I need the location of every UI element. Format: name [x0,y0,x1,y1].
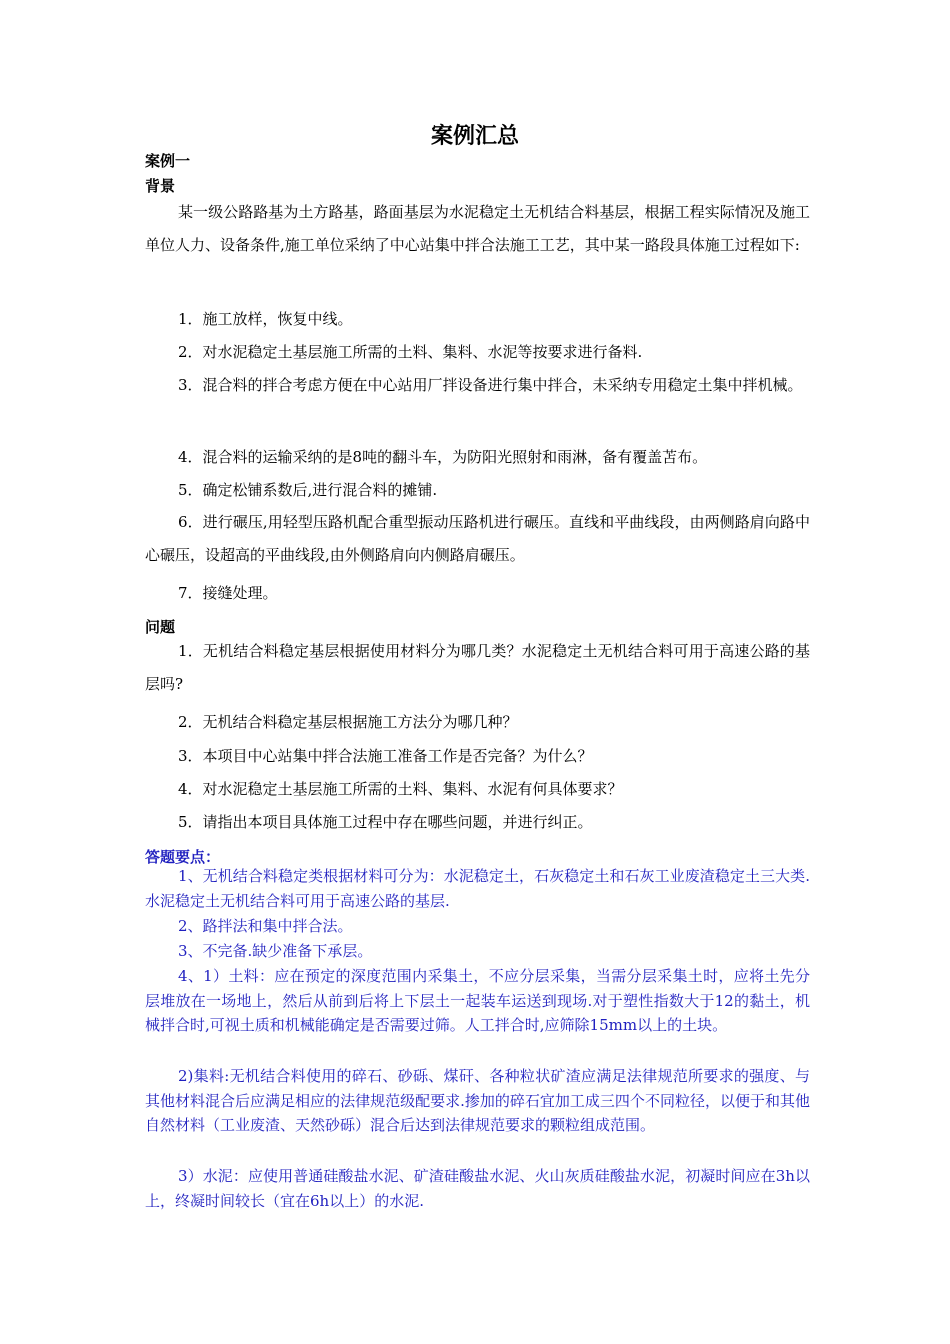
case-label: 案例一 [145,152,191,170]
answer-item: 2、路拌法和集中拌合法。 [178,917,353,935]
step-item: 6．进行碾压,用轻型压路机配合重型振动压路机进行碾压。直线和平曲线段，由两侧路肩向路中心碾压，设超高的平曲线段,由外侧路肩向内侧路肩碾压。 [145,513,810,564]
question-item: 3．本项目中心站集中拌合法施工准备工作是否完备？为什么？ [178,747,593,765]
answer-item: 4、1）土料：应在预定的深度范围内采集土，不应分层采集，当需分层采集土时，应将土先分层堆放在一场地上，然后从前到后将上下层土一起装车运送到现场.对于塑性指数大于12的黏土，机械拌合时,可视土质和机械能确定是否需要过筛。人工拌合时,应筛除15mm以上的土块。 [145,967,810,1034]
question-item: 1．无机结合料稳定基层根据使用材料分为哪几类？水泥稳定土无机结合料可用于高速公路的基层吗? [145,642,810,693]
question-item: 5．请指出本项目具体施工过程中存在哪些问题，并进行纠正。 [178,813,593,831]
step-item: 5．确定松铺系数后,进行混合料的摊铺. [178,481,438,499]
answers-label: 答题要点： [145,848,221,866]
background-paragraph: 某一级公路路基为土方路基，路面基层为水泥稳定土无机结合料基层，根据工程实际情况及施工单位人力、设备条件,施工单位采纳了中心站集中拌合法施工工艺，其中某一路段具体施工过程如下: [145,203,810,254]
answer-item: 3）水泥：应使用普通硅酸盐水泥、矿渣硅酸盐水泥、火山灰质硅酸盐水泥，初凝时间应在3h以上，终凝时间较长（宜在6h以上）的水泥. [145,1167,810,1210]
questions-label: 问题 [145,618,176,636]
answer-item: 1、无机结合料稳定类根据材料可分为：水泥稳定土，石灰稳定土和石灰工业废渣稳定土三大类.水泥稳定土无机结合料可用于高速公路的基层. [145,867,810,910]
question-item: 2．无机结合料稳定基层根据施工方法分为哪几种？ [178,713,518,731]
page-title: 案例汇总 [430,124,519,149]
step-item: 7．接缝处理。 [178,584,278,602]
question-item: 4．对水泥稳定土基层施工所需的土料、集料、水泥有何具体要求？ [178,780,623,798]
answer-item: 2)集料:无机结合料使用的碎石、砂砾、煤矸、各种粒状矿渣应满足法律规范所要求的强度、与其他材料混合后应满足相应的法律规范级配要求.掺加的碎石宜加工成三四个不同粒径，以便于和其他自然材料（工业废渣、天然砂砾）混合后达到法律规范要求的颗粒组成范围。 [145,1067,810,1134]
step-item: 2．对水泥稳定土基层施工所需的土料、集料、水泥等按要求进行备料. [178,343,643,361]
background-label: 背景 [145,177,176,195]
answer-item: 3、不完备.缺少准备下承层。 [178,942,373,960]
step-item: 3．混合料的拌合考虑方便在中心站用厂拌设备进行集中拌合，未采纳专用稳定土集中拌机械。 [178,376,803,394]
step-item: 1．施工放样，恢复中线。 [178,310,353,328]
step-item: 4．混合料的运输采纳的是8吨的翻斗车，为防阳光照射和雨淋，备有覆盖苫布。 [178,448,708,466]
